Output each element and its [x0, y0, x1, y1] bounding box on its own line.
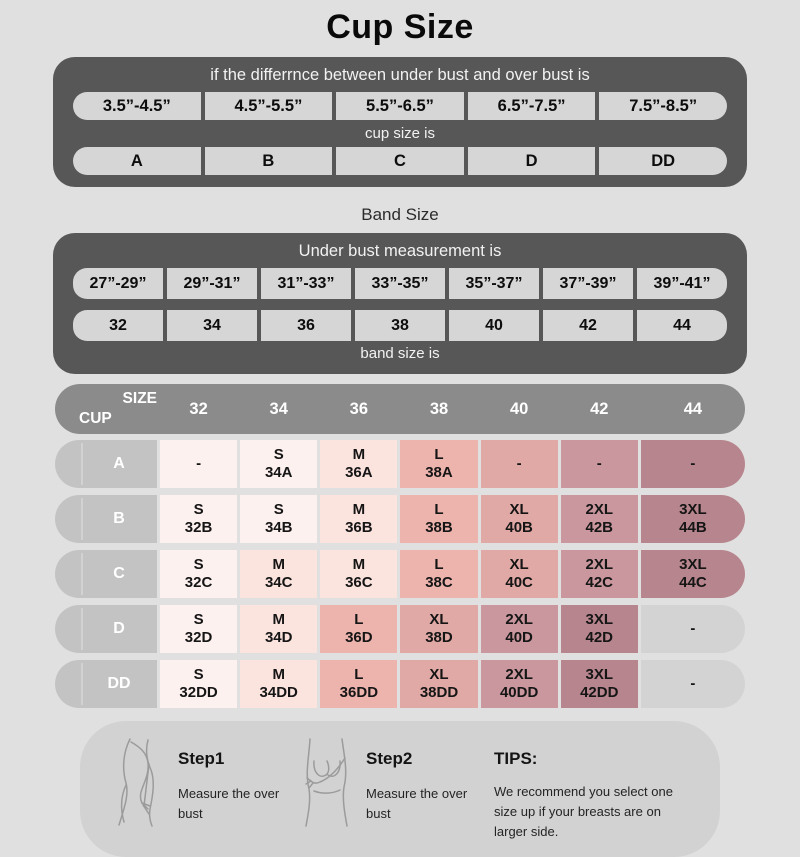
size-column-header: 36: [349, 399, 369, 418]
size-cell-size: -: [596, 454, 602, 472]
size-cell: [240, 550, 317, 598]
size-cell-size: L: [434, 445, 444, 463]
size-cell: [400, 605, 477, 653]
size-table-header-row: [55, 384, 745, 434]
size-cell: [481, 440, 558, 488]
size-cell-code: 34A: [264, 464, 293, 481]
size-table-row: [55, 440, 745, 488]
cup-letter-cell: A: [73, 147, 201, 175]
page-title: Cup Size: [326, 8, 474, 46]
size-cell: [400, 660, 477, 708]
band-number-cell: 36: [261, 310, 351, 341]
cup-row-label: DD: [55, 660, 157, 708]
size-cell-code: 34DD: [259, 684, 298, 701]
size-cell-size: M: [352, 500, 366, 518]
band-size-panel: [53, 233, 747, 374]
size-table-body: [55, 440, 745, 708]
size-cell: [160, 550, 237, 598]
size-cell-code: 34B: [264, 519, 293, 536]
band-number-strip: [73, 310, 727, 341]
size-cell: [320, 550, 397, 598]
size-cell-code: 36B: [345, 519, 373, 536]
size-cell-size: M: [352, 445, 366, 463]
size-cell: [400, 440, 477, 488]
size-cell-size: -: [690, 454, 696, 472]
size-column-header: 38: [429, 399, 449, 418]
size-cell-code: 42B: [585, 519, 614, 536]
size-cell: [400, 495, 477, 543]
size-cell-code: 42D: [585, 629, 614, 646]
size-cell-size: XL: [509, 555, 529, 573]
band-range-cell: 37”-39”: [543, 268, 633, 299]
band-number-cell: 42: [543, 310, 633, 341]
size-cell-size: XL: [429, 610, 449, 628]
size-cell-code: 36D: [345, 629, 373, 646]
size-cell-code: 40C: [505, 574, 533, 591]
size-cell-size: L: [434, 555, 444, 573]
size-cell: [481, 660, 558, 708]
size-cell-size: S: [193, 610, 204, 628]
band-size-is-caption: band size is: [360, 345, 440, 362]
size-cell-size: S: [273, 500, 284, 518]
band-size-title: Band Size: [361, 205, 439, 224]
size-cell: [400, 550, 477, 598]
cup-range-cell: 7.5”-8.5”: [599, 92, 727, 120]
size-cell-code: 38D: [425, 629, 453, 646]
tips-block: [494, 736, 690, 842]
size-cell: [641, 495, 745, 543]
size-column-header: 32: [189, 399, 208, 418]
band-number-cell: 38: [355, 310, 445, 341]
cup-letter-cell: C: [336, 147, 464, 175]
cup-row-label: B: [55, 495, 157, 543]
size-table-row: [55, 550, 745, 598]
size-cell-code: 32B: [184, 519, 213, 536]
size-cell-code: 32C: [184, 574, 213, 591]
size-cell-size: -: [516, 454, 522, 472]
band-number-cell: 40: [449, 310, 539, 341]
band-range-cell: 39”-41”: [637, 268, 727, 299]
size-cell-size: S: [193, 665, 204, 683]
size-cell-code: 36A: [345, 464, 373, 481]
size-cell: [561, 495, 638, 543]
corner-cup-label: CUP: [79, 410, 112, 427]
size-cell-size: 3XL: [585, 610, 614, 628]
size-table-row: [55, 495, 745, 543]
size-cell: [240, 660, 317, 708]
size-cell-size: 2XL: [505, 665, 533, 683]
band-range-cell: 27”-29”: [73, 268, 163, 299]
size-table-row: [55, 605, 745, 653]
size-cell-size: XL: [429, 665, 449, 683]
cup-letter-cell: D: [468, 147, 596, 175]
size-cell-code: 40DD: [499, 684, 539, 701]
step2-title: Step2: [366, 749, 413, 768]
cup-range-cell: 5.5”-6.5”: [336, 92, 464, 120]
cup-letter-cell: B: [205, 147, 333, 175]
size-cell: [641, 550, 745, 598]
size-cell: [240, 495, 317, 543]
cup-panel-caption: if the differrnce between under bust and over bust is: [210, 66, 590, 84]
step1-text: Measure the over bust: [178, 786, 280, 822]
size-column-header: 40: [509, 399, 529, 418]
size-cell-size: S: [273, 445, 284, 463]
size-cell-size: M: [272, 610, 285, 628]
size-cell: [320, 605, 397, 653]
size-cell-code: 38C: [425, 574, 453, 591]
cup-range-cell: 6.5”-7.5”: [468, 92, 596, 120]
tips-text: We recommend you select one size up if your breasts are on larger side.: [494, 784, 673, 840]
size-cell-code: 42DD: [580, 684, 619, 701]
size-cell-size: M: [272, 665, 285, 683]
band-number-cell: 32: [73, 310, 163, 341]
size-cell: [641, 440, 745, 488]
cup-row-label: C: [55, 550, 157, 598]
size-cell-code: 32DD: [179, 684, 218, 701]
size-column-header: 34: [269, 399, 288, 418]
tips-title: TIPS:: [494, 749, 538, 768]
cup-range-cell: 4.5”-5.5”: [205, 92, 333, 120]
size-cell-code: 38B: [425, 519, 453, 536]
size-cell-code: 36C: [345, 574, 373, 591]
size-cell-size: 3XL: [679, 500, 707, 518]
measure-overbust-side-figure-icon: [102, 736, 174, 828]
size-cell: [160, 440, 237, 488]
cup-letter-cell: DD: [599, 147, 727, 175]
size-cell-code: 38A: [425, 464, 453, 481]
size-cell-code: 36DD: [339, 684, 379, 701]
size-cell: [320, 440, 397, 488]
size-cell-size: -: [196, 454, 202, 472]
size-cell-size: 2XL: [505, 610, 533, 628]
size-cell: [160, 605, 237, 653]
step1-block: [178, 736, 280, 824]
band-range-strip: [73, 268, 727, 299]
size-cell-size: M: [352, 555, 366, 573]
band-number-cell: 34: [167, 310, 257, 341]
measure-overbust-front-figure-icon: [290, 736, 362, 828]
size-cell: [160, 660, 237, 708]
size-cell: [240, 440, 317, 488]
size-cell-size: -: [690, 619, 696, 637]
size-cell-size: -: [690, 674, 696, 692]
size-column-header: 42: [590, 399, 609, 418]
band-panel-caption: Under bust measurement is: [298, 242, 502, 260]
cup-size-is-caption: cup size is: [364, 125, 436, 142]
cup-difference-panel: [53, 57, 747, 187]
size-cell-size: 3XL: [679, 555, 707, 573]
step1-title: Step1: [178, 749, 225, 768]
cup-range-strip: [73, 92, 727, 120]
size-cell-code: 34D: [264, 629, 293, 646]
band-range-cell: 31”-33”: [261, 268, 351, 299]
size-cell-size: 2XL: [585, 500, 614, 518]
size-cell-size: 3XL: [585, 665, 614, 683]
size-cell-code: 40D: [505, 629, 533, 646]
size-cell: [561, 660, 638, 708]
size-cell-code: 34C: [264, 574, 293, 591]
size-cell-code: 42C: [585, 574, 614, 591]
size-cell: [320, 495, 397, 543]
band-number-cell: 44: [637, 310, 727, 341]
size-cell-size: 2XL: [585, 555, 614, 573]
size-cell: [561, 440, 638, 488]
cup-row-label: D: [55, 605, 157, 653]
size-cell-code: 32D: [184, 629, 213, 646]
band-range-cell: 35”-37”: [449, 268, 539, 299]
size-cell-code: 44C: [679, 574, 707, 591]
size-cell-size: XL: [509, 500, 529, 518]
corner-size-label: SIZE: [122, 390, 157, 407]
size-cell-size: M: [272, 555, 285, 573]
size-cell: [240, 605, 317, 653]
cup-row-label: A: [55, 440, 157, 488]
size-cell: [160, 495, 237, 543]
step2-block: [366, 736, 468, 824]
size-cell: [481, 495, 558, 543]
size-cup-corner-cell: [55, 384, 157, 434]
size-cell-code: 40B: [505, 519, 533, 536]
band-range-cell: 33”-35”: [355, 268, 445, 299]
size-column-header: 44: [683, 399, 703, 418]
measuring-guide-panel: [80, 721, 720, 857]
size-cell-size: S: [193, 555, 204, 573]
size-cell-code: 38DD: [419, 684, 459, 701]
size-cell-size: L: [354, 665, 364, 683]
band-range-cell: 29”-31”: [167, 268, 257, 299]
size-table-row: [55, 660, 745, 708]
cup-range-cell: 3.5”-4.5”: [73, 92, 201, 120]
size-cell-size: L: [434, 500, 444, 518]
size-cell: [481, 605, 558, 653]
size-cell: [561, 550, 638, 598]
step2-text: Measure the over bust: [366, 786, 468, 822]
size-cell: [320, 660, 397, 708]
size-cell-size: S: [193, 500, 204, 518]
size-cell: [481, 550, 558, 598]
size-cell-size: L: [354, 610, 364, 628]
size-cell-code: 44B: [679, 519, 707, 536]
size-matrix-table: [55, 384, 745, 708]
size-cell: [641, 605, 745, 653]
cup-letter-strip: [73, 147, 727, 175]
size-cell: [641, 660, 745, 708]
size-cell: [561, 605, 638, 653]
